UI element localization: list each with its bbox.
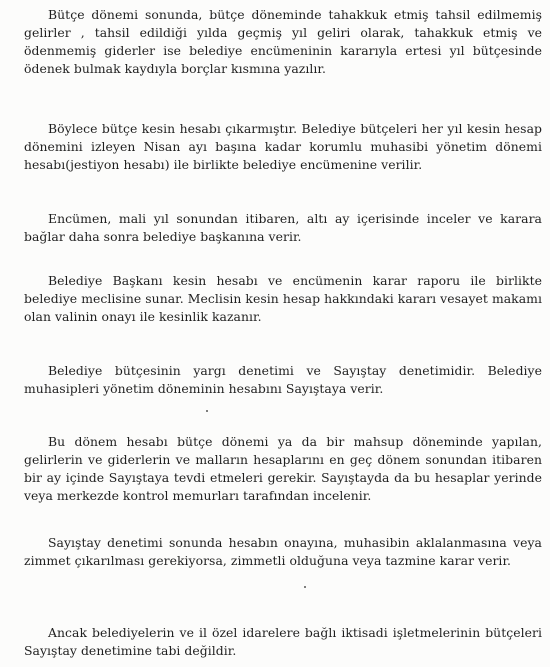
scan-speck [206, 410, 208, 412]
scan-speck [304, 586, 306, 588]
paragraph-judicial-audit: Belediye bütçesinin yargı denetimi ve Sayıştay denetimidir. Belediye muhasipleri yönetim döneminin hesabını Sayıştaya verir. [24, 363, 542, 396]
paragraph-exemption: Ancak belediyelerin ve il özel idarelere bağlı iktisadi işletmelerinin bütçeleri Sayıştay denetimine tabi değildir. [24, 625, 542, 658]
paragraph-period-account: Bu dönem hesabı bütçe dönemi ya da bir mahsup döneminde yapılan, gelirlerin ve giderlerin ve malların hesaplarını en geç dönem sonundan itibaren bir ay içinde Sayıştaya tevdi etmeleri gerekir. Sayıştayda da bu hesaplar yerinde veya merkezde kontrol memurları tarafından incelenir. [24, 434, 542, 503]
paragraph-mayor-submission: Belediye Başkanı kesin hesabı ve encümenin karar raporu ile birlikte belediye meclisine sunar. Meclisin kesin hesap hakkındaki kararı vesayet makamı olan valinin onayı ile kesinlik kazanır. [24, 273, 542, 324]
paragraph-final-account: Böylece bütçe kesin hesabı çıkarmıştır. Belediye bütçeleri her yıl kesin hesap dönemini izleyen Nisan ayı başına kadar korumlu muhasibi yönetim dönemi hesabı(jestiyon hesabı) ile birlikte belediye encümenine verilir. [24, 121, 542, 172]
paragraph-budget-period-end: Bütçe dönemi sonunda, bütçe döneminde tahakkuk etmiş tahsil edilmemiş gelirler , tahsil edildiği yılda geçmiş yıl geliri olarak, tahakkuk etmiş ve ödenmemiş giderler ise belediye encümeninin kararıyla ertesi yıl bütçesinde ödenek bulmak kaydıyla borçlar kısmına yazılır. [24, 7, 542, 76]
paragraph-audit-result: Sayıştay denetimi sonunda hesabın onayına, muhasibin aklalanmasına veya zimmet çıkarılması gerekiyorsa, zimmetli olduğuna veya tazmine karar verir. [24, 535, 542, 568]
paragraph-council-review: Encümen, mali yıl sonundan itibaren, altı ay içerisinde inceler ve karara bağlar daha sonra belediye başkanına verir. [24, 211, 542, 244]
